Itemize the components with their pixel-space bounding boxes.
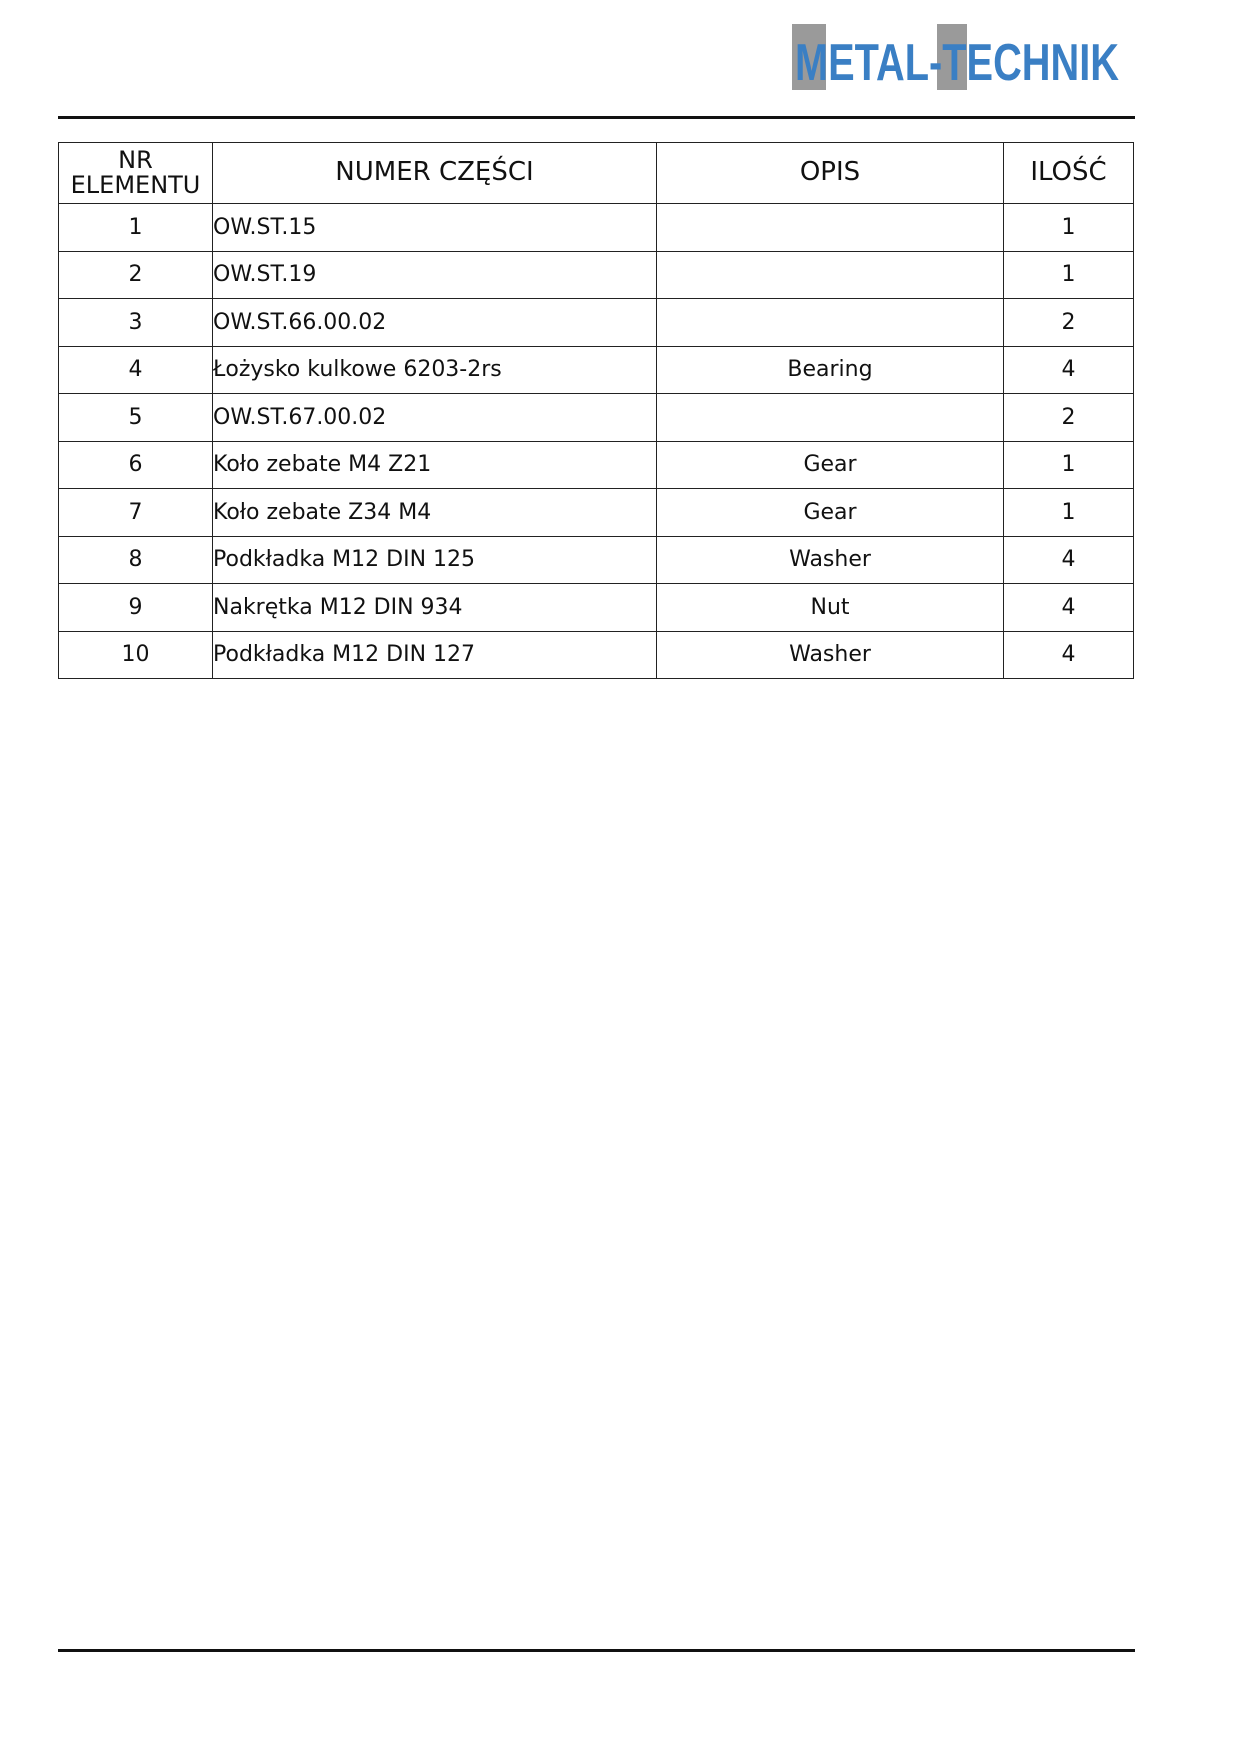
cell-description: Gear [657, 489, 1004, 537]
table-row [59, 489, 1134, 537]
header-nr-line2: ELEMENTU [70, 171, 201, 199]
cell-part-number: OW.ST.15 [213, 204, 657, 252]
cell-description: Washer [657, 631, 1004, 679]
cell-part-number: OW.ST.67.00.02 [213, 394, 657, 442]
cell-quantity: 4 [1004, 631, 1134, 679]
cell-part-number: OW.ST.66.00.02 [213, 299, 657, 347]
cell-description: Nut [657, 584, 1004, 632]
parts-list-table [58, 142, 1134, 679]
table-row [59, 536, 1134, 584]
cell-quantity: 4 [1004, 584, 1134, 632]
cell-nr: 2 [59, 251, 213, 299]
cell-part-number: Podkładka M12 DIN 127 [213, 631, 657, 679]
cell-description: Bearing [657, 346, 1004, 394]
cell-description: Washer [657, 536, 1004, 584]
table-row [59, 441, 1134, 489]
logo-text: METAL-TECHNIK [795, 34, 1120, 92]
cell-quantity: 1 [1004, 204, 1134, 252]
table-row [59, 631, 1134, 679]
footer-rule [58, 1649, 1135, 1652]
cell-description [657, 394, 1004, 442]
cell-nr: 4 [59, 346, 213, 394]
cell-quantity: 4 [1004, 346, 1134, 394]
header-nr [59, 143, 213, 204]
table-row [59, 299, 1134, 347]
cell-part-number: Podkładka M12 DIN 125 [213, 536, 657, 584]
cell-nr: 5 [59, 394, 213, 442]
cell-quantity: 1 [1004, 489, 1134, 537]
cell-part-number: Koło zebate M4 Z21 [213, 441, 657, 489]
cell-quantity: 4 [1004, 536, 1134, 584]
cell-quantity: 1 [1004, 441, 1134, 489]
header-nr-line1: NR [118, 145, 153, 174]
cell-quantity: 1 [1004, 251, 1134, 299]
cell-part-number: Nakrętka M12 DIN 934 [213, 584, 657, 632]
cell-quantity: 2 [1004, 299, 1134, 347]
cell-description [657, 299, 1004, 347]
metal-technik-logo [792, 22, 1122, 92]
cell-description [657, 204, 1004, 252]
cell-nr: 6 [59, 441, 213, 489]
header-quantity: ILOŚĆ [1004, 143, 1134, 204]
cell-quantity: 2 [1004, 394, 1134, 442]
table-row [59, 346, 1134, 394]
cell-nr: 7 [59, 489, 213, 537]
table-row [59, 584, 1134, 632]
table-row [59, 394, 1134, 442]
cell-part-number: OW.ST.19 [213, 251, 657, 299]
cell-part-number: Łożysko kulkowe 6203-2rs [213, 346, 657, 394]
table-row [59, 251, 1134, 299]
cell-nr: 3 [59, 299, 213, 347]
cell-nr: 8 [59, 536, 213, 584]
header-rule [58, 116, 1135, 119]
table-header-row [59, 143, 1134, 204]
header-description: OPIS [657, 143, 1004, 204]
cell-nr: 1 [59, 204, 213, 252]
cell-nr: 10 [59, 631, 213, 679]
cell-description: Gear [657, 441, 1004, 489]
table-row [59, 204, 1134, 252]
cell-description [657, 251, 1004, 299]
cell-nr: 9 [59, 584, 213, 632]
cell-part-number: Koło zebate Z34 M4 [213, 489, 657, 537]
header-part-number: NUMER CZĘŚCI [213, 143, 657, 204]
